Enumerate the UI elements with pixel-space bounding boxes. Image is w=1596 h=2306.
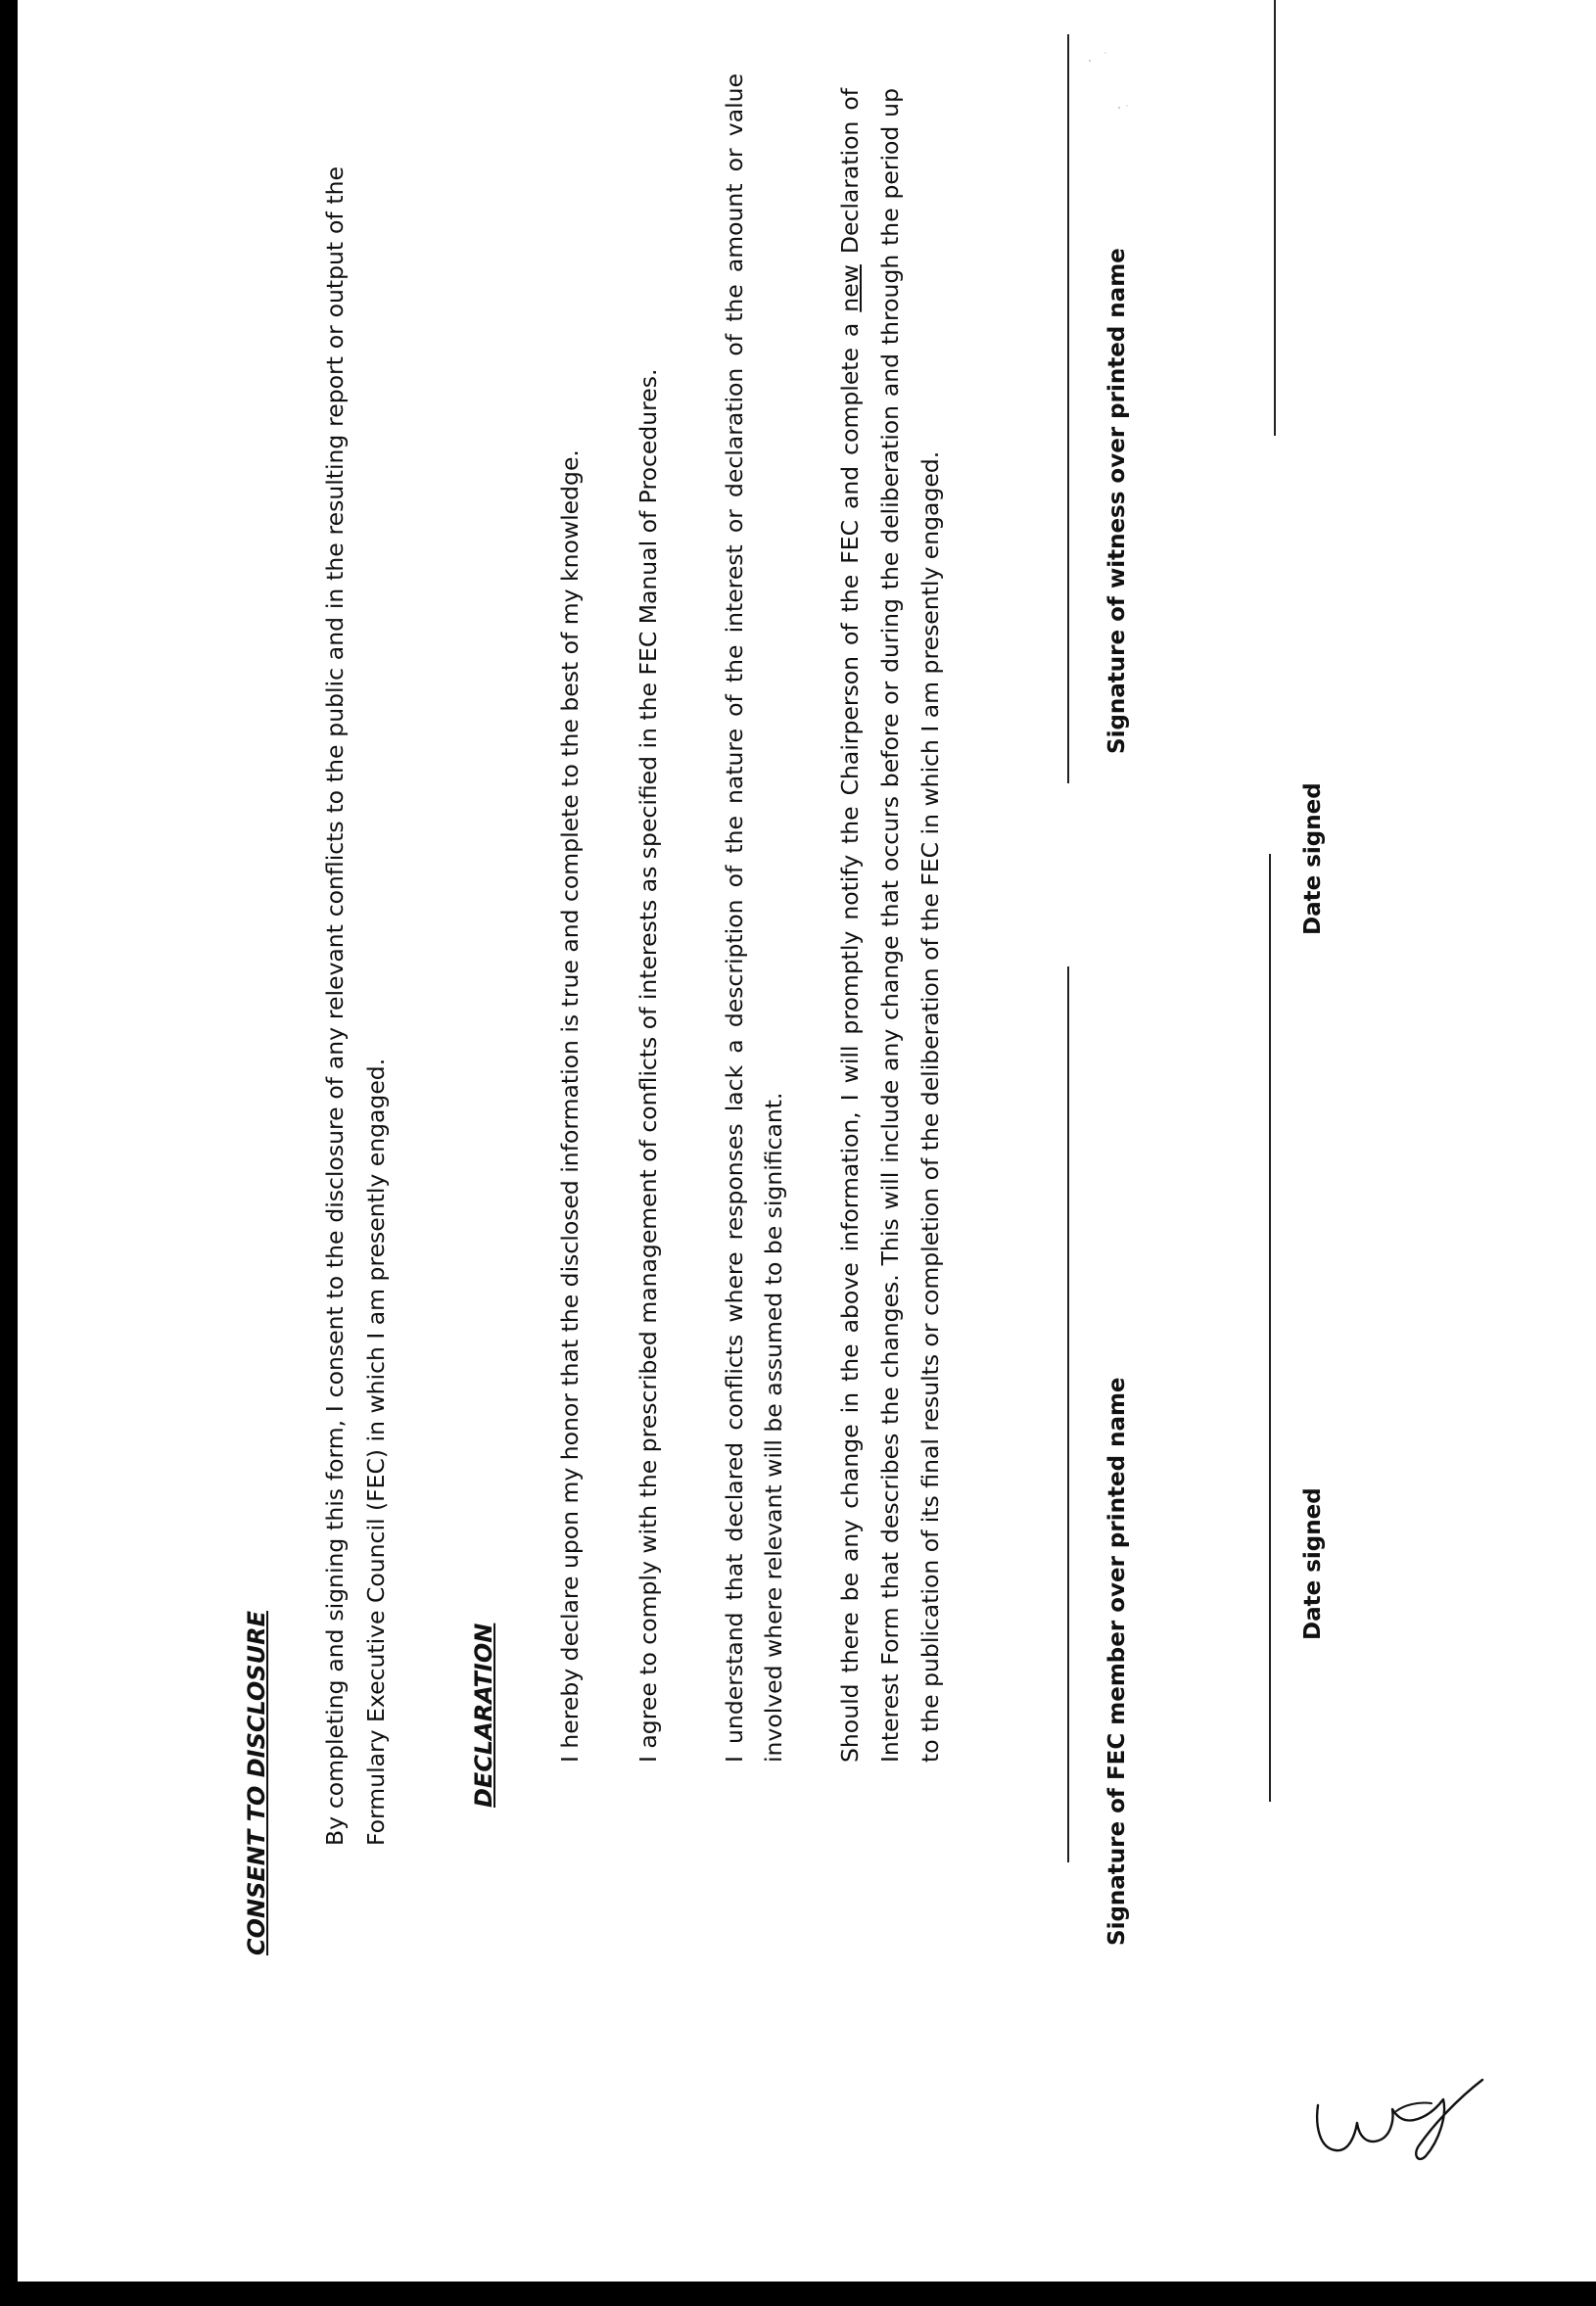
declaration-paragraph-4 [830, 88, 951, 1763]
document-page [18, 0, 1596, 2282]
witness-date-label: Date signed [1300, 782, 1326, 935]
handwritten-initials-signature [1310, 2066, 1496, 2174]
scan-speck [1080, 49, 1139, 118]
rotated-content [18, 0, 1596, 2282]
paragraph-4-underlined: new [836, 264, 864, 312]
declaration-paragraph-1: I hereby declare upon my honor that the disclosed information is true and complete to the best of my knowledge. [556, 449, 584, 1763]
consent-heading: CONSENT TO DISCLOSURE [243, 1611, 270, 1955]
member-date-label: Date signed [1300, 1487, 1326, 1640]
declaration-heading: DECLARATION [470, 1623, 497, 1808]
paragraph-4-end: Declaration of Interest Form that describes the changes. This will include any change that occurs before or during the deliberation and through the period up to the publication of its final results or completion of the deliberation of the FEC in which I am presently engaged. [836, 88, 944, 1763]
member-date-line [1269, 854, 1271, 1802]
member-signature-label: Signature of FEC member over printed name [1104, 1377, 1130, 1946]
witness-date-line [1274, 0, 1276, 436]
witness-signature-line [1067, 34, 1069, 783]
paragraph-4-start: Should there be any change in the above information, I will promptly notify the Chairperson of the FEC and complete a [836, 311, 864, 1763]
consent-paragraph: By completing and signing this form, I consent to the disclosure of any relevant conflicts to the public and in the resulting report or output of the Formulary Executive Council (FEC) in which I am presently engaged. [321, 166, 390, 1846]
declaration-paragraph-2: I agree to comply with the prescribed management of conflicts of interests as specified in the FEC Manual of Procedures. [634, 368, 662, 1763]
member-signature-line [1067, 966, 1069, 1862]
declaration-paragraph-3: I understand that declared conflicts where responses lack a description of the nature of the interest or declaration of the amount or value involved where relevant will be assumed to be significant. [721, 73, 787, 1763]
witness-signature-label: Signature of witness over printed name [1104, 248, 1130, 754]
